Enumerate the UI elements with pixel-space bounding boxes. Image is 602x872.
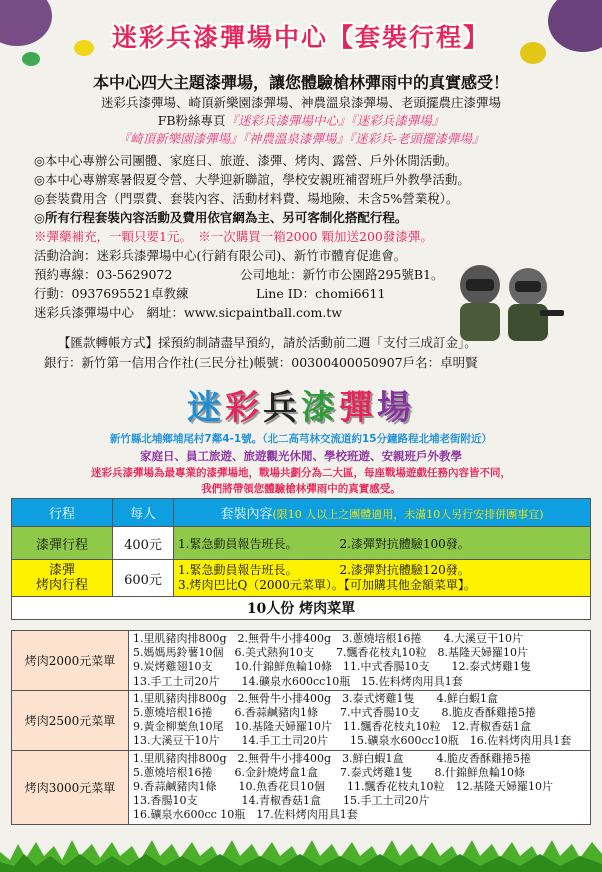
fb-prefix: FB粉絲專頁	[157, 113, 226, 128]
paint-splat-decoration	[548, 0, 602, 52]
ammo-note: ※彈藥補充，一顆只要1元。 ※一次購買一箱2000 顆加送200發漆彈。	[34, 229, 433, 244]
menu-row-3000	[12, 750, 591, 824]
menu-line: 5.媽媽馬鈴薯10個 6.美式熱狗10支 7.飄香花枝丸10粒 8.基隆天婦羅10片	[133, 646, 528, 660]
header-package-label: 套裝內容	[220, 507, 273, 522]
contact-phone: 預約專線：03-5629072	[34, 267, 173, 282]
row-bbq-price: 600元	[113, 560, 174, 597]
grass-decoration	[0, 838, 602, 872]
contact-mobile: 行動：0937695521卓教練	[34, 286, 189, 301]
paint-splat-decoration	[22, 52, 40, 66]
menu-line: 5.蔥燒培根16捲 6.金針燒烤盒1盒 7.泰式烤雞1隻 8.什錦鮮魚輪10條	[133, 765, 525, 779]
highlight-desc-2: 我們將帶領您體驗槍林彈雨中的真實感受。	[201, 483, 401, 495]
header-itinerary: 行程	[12, 499, 113, 527]
row-bbq-name-1: 漆彈	[48, 563, 75, 578]
menu-line: 9.香蒜鹹豬肉1條 10.魚香花貝10個 11.飄香花枝丸10粒 12.基隆天婦羅10片	[133, 780, 553, 794]
menu-2000-label: 烤肉2000元菜單	[12, 631, 129, 691]
table-row	[12, 560, 591, 597]
menu-table	[11, 630, 591, 825]
bank-account: 銀行：新竹第一信用合作社(三民分社)帳號：00300400050907戶名：卓明賢	[44, 355, 478, 370]
bullet-1: ◎本中心專辦公司團體、家庭日、旅遊、漆彈、烤肉、露營、戶外休閒活動。	[34, 153, 458, 168]
menu-line: 13.香腸10支 14.青椒香菇1盒 15.手工土司20片	[133, 794, 430, 808]
header-package-note: (限10 人以上之團體適用，未滿10人另行安排併團事宜)	[272, 508, 544, 521]
menu-line: 1.里肌豬肉排800g 2.無骨牛小排400g 3.鮮白蝦1盒 4.脆皮香酥雞捲5捲	[133, 751, 532, 765]
menu-line: 16.礦泉水600cc 10瓶 17.佐料烤肉用具1套	[133, 808, 358, 822]
fb-pages-line	[0, 111, 602, 129]
table-row	[12, 527, 591, 560]
menu-line: 9.黃金柳葉魚10尾 10.基隆天婦羅10片 11.飄香花枝丸10粒 12.青椒香菇1盒	[133, 720, 531, 734]
row-paintball-name: 漆彈行程	[12, 527, 113, 560]
row-bbq-name-2: 烤肉行程	[35, 578, 88, 593]
menu-title-row	[12, 597, 591, 620]
bullet-3: ◎套裝費用含（門票費、套裝內容、活動材料費、場地險、未含5%營業稅）。	[34, 191, 459, 206]
contact-address: 公司地址：新竹市公園路295號B1。	[240, 267, 444, 282]
row-bbq-name	[12, 560, 113, 597]
row-paintball-price: 400元	[113, 527, 174, 560]
highlight-desc-1: 迷彩兵漆彈場為最專業的漆彈場地，戰場共劃分為二大區，每座戰場遊戲任務內容皆不同，	[91, 467, 511, 479]
row-paintball-content: 1.緊急動員報告班長。 2.漆彈對抗體驗100發。	[174, 527, 591, 560]
payment-method: 【匯款轉帳方式】採預約制請盡早預約，請於活動前二週「支付三成訂金」。	[58, 335, 477, 350]
menu-row-2000	[12, 631, 591, 691]
menu-line: 1.里肌豬肉排800g 2.無骨牛小排400g 3.泰式烤雞1隻 4.鮮白蝦1盒	[133, 691, 499, 705]
menu-line: 13.手工土司20片 14.礦泉水600cc10瓶 15.佐料烤肉用具1套	[133, 674, 463, 688]
intro-lead: 本中心四大主題漆彈場，讓您體驗槍林彈雨中的真實感受！	[92, 73, 509, 92]
package-table	[11, 498, 591, 620]
paint-splat-decoration	[0, 0, 52, 46]
brand-logo-text: 迷彩兵漆彈場	[187, 388, 415, 428]
row-bbq-content	[174, 560, 591, 597]
highlight-address: 新竹縣北埔鄉埔尾村7鄰4-1號。（北二高芎林交流道約15分鐘路程北埔老街附近）	[109, 433, 493, 445]
row-bbq-content-1: 1.緊急動員報告班長。 2.漆彈對抗體驗120發。	[178, 563, 470, 577]
menu-title: 10人份 烤肉菜單	[12, 597, 591, 620]
fb-pages-1[interactable]: 『迷彩兵漆彈場中心』『迷彩兵漆彈場』	[225, 113, 445, 128]
menu-2000-items	[129, 631, 591, 691]
intro-venues: 迷彩兵漆彈場、崎頂新樂園漆彈場、神農溫泉漆彈場、老頭擺農庄漆彈場	[100, 95, 501, 110]
highlight-activities: 家庭日、員工旅遊、旅遊觀光休閒、學校班遊、安親班戶外教學	[140, 449, 462, 463]
header-package	[174, 499, 591, 527]
paintball-players-illustration	[440, 255, 565, 345]
menu-2500-label: 烤肉2500元菜單	[12, 690, 129, 750]
bullet-2: ◎本中心專辦寒暑假夏令營、大學迎新聯誼，學校安親班補習班戶外教學活動。	[34, 172, 470, 187]
contact-org: 活動洽詢：迷彩兵漆彈場中心(行銷有限公司)、新竹市體育促進會。	[34, 248, 407, 263]
bullet-4: ◎所有行程套裝內容活動及費用依官網為主、另可客制化搭配行程。	[34, 210, 408, 225]
contact-line-id: Line ID：chomi6611	[256, 286, 386, 301]
contact-website[interactable]: 迷彩兵漆彈場中心 網址：www.sicpaintball.com.tw	[34, 305, 343, 320]
menu-row-2500	[12, 690, 591, 750]
menu-2500-items	[129, 690, 591, 750]
fb-pages-2[interactable]: 『崎頂新樂園漆彈場』『神農溫泉漆彈場』『迷彩兵-老頭擺漆彈場』	[117, 131, 485, 146]
menu-line: 1.里肌豬肉排800g 2.無骨牛小排400g 3.蔥燒培根16捲 4.大溪豆干10片	[133, 632, 524, 645]
menu-line: 5.蔥燒培根16捲 6.香蒜鹹豬肉1條 7.中式香腸10支 8.脆皮香酥雞捲5捲	[133, 706, 536, 720]
menu-3000-label: 烤肉3000元菜單	[12, 750, 129, 824]
menu-line: 13.大溪豆干10片 14.手工土司20片 15.礦泉水600cc10瓶 16.佐料烤肉用具1套	[133, 734, 572, 748]
header-per-person: 每人	[113, 499, 174, 527]
row-bbq-content-2: 3.烤肉巴比Q（2000元菜單）。【可加購其他金額菜單】。	[178, 578, 476, 592]
page-title-banner	[60, 14, 542, 58]
menu-3000-items	[129, 750, 591, 824]
menu-line: 9.炭烤雞翅10支 10.什錦鮮魚輪10條 11.中式香腸10支 12.泰式烤雞1隻	[133, 660, 531, 674]
table-header-row	[12, 499, 591, 527]
page-title: 迷彩兵漆彈場中心【套裝行程】	[111, 23, 490, 52]
